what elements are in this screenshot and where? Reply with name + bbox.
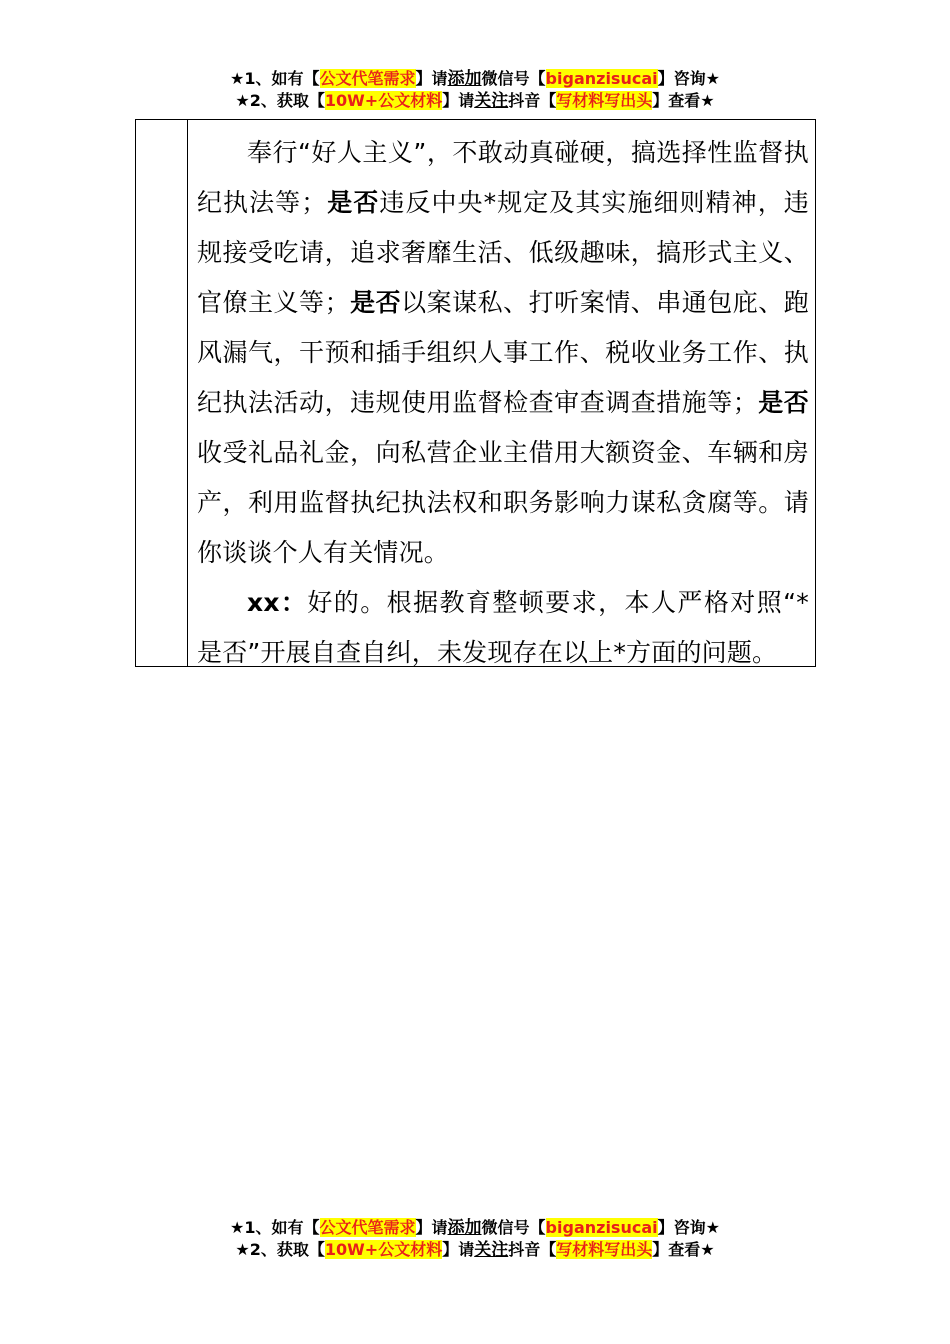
content-table bbox=[135, 119, 816, 667]
banner-text: ★1、如有【 bbox=[230, 1218, 320, 1237]
emphasis-text: 关注 bbox=[474, 1240, 509, 1260]
highlight-text: 10W+公文材料 bbox=[324, 1240, 443, 1259]
banner-text: ★2、获取【 bbox=[235, 91, 325, 110]
highlight-text: 公文代笔需求 bbox=[319, 1218, 416, 1237]
header-banner bbox=[0, 68, 950, 112]
banner-text: 】请 bbox=[442, 91, 475, 110]
banner-text: 抖音【 bbox=[508, 1240, 557, 1259]
question-paragraph: 奉行“好人主义”，不敢动真碰硬，搞选择性监督执纪执法等；是否违反中央*规定及其实施细则精神，违规接受吃请，追求奢靡生活、低级趣味，搞形式主义、官僚主义等；是否以案谋私、打听案情、串通包庇、跑风漏气，干预和插手组织人事工作、税收业务工作、执纪执法活动，违规使用监督检查审查调查措施等；是否收受礼品礼金，向私营企业主借用大额资金、车辆和房产，利用监督执纪执法权和职务影响力谋私贪腐等。请你谈谈个人有关情况。 bbox=[197, 138, 809, 567]
banner-text: ★2、获取【 bbox=[235, 1240, 325, 1259]
banner-text: 】请 bbox=[415, 1218, 448, 1237]
banner-text: ★1、如有【 bbox=[230, 69, 320, 88]
banner-text: 微信号【 bbox=[481, 1218, 546, 1237]
highlight-text: biganzisucai bbox=[545, 1218, 658, 1237]
banner-line-2 bbox=[0, 1239, 950, 1261]
bold-keyword: 是否 bbox=[349, 288, 402, 317]
bold-keyword: 是否 bbox=[326, 188, 380, 217]
table-cell-content bbox=[188, 120, 815, 666]
highlight-text: 写材料写出头 bbox=[556, 91, 653, 110]
banner-text: 】咨询★ bbox=[657, 69, 720, 88]
emphasis-text: 添加 bbox=[447, 1218, 482, 1238]
highlight-text: 10W+公文材料 bbox=[324, 91, 443, 110]
banner-text: 】咨询★ bbox=[657, 1218, 720, 1237]
highlight-text: 写材料写出头 bbox=[556, 1240, 653, 1259]
highlight-text: 公文代笔需求 bbox=[319, 69, 416, 88]
emphasis-text: 关注 bbox=[474, 91, 509, 111]
banner-line-2 bbox=[0, 90, 950, 112]
banner-text: 抖音【 bbox=[508, 91, 557, 110]
banner-text: 】请 bbox=[415, 69, 448, 88]
table-cell-empty bbox=[136, 120, 188, 666]
speaker-label: xx： bbox=[247, 588, 308, 617]
bold-keyword: 是否 bbox=[757, 388, 809, 417]
highlight-text: biganzisucai bbox=[545, 69, 658, 88]
banner-text: 】请 bbox=[442, 1240, 475, 1259]
footer-banner bbox=[0, 1217, 950, 1261]
answer-paragraph: xx：好的。根据教育整顿要求，本人严格对照“*是否”开展自查自纠，未发现存在以上*方面的问题。 bbox=[197, 588, 809, 667]
banner-line-1 bbox=[0, 68, 950, 90]
emphasis-text: 添加 bbox=[447, 69, 482, 89]
banner-text: 】查看★ bbox=[652, 1240, 715, 1259]
banner-line-1 bbox=[0, 1217, 950, 1239]
banner-text: 微信号【 bbox=[481, 69, 546, 88]
banner-text: 】查看★ bbox=[652, 91, 715, 110]
